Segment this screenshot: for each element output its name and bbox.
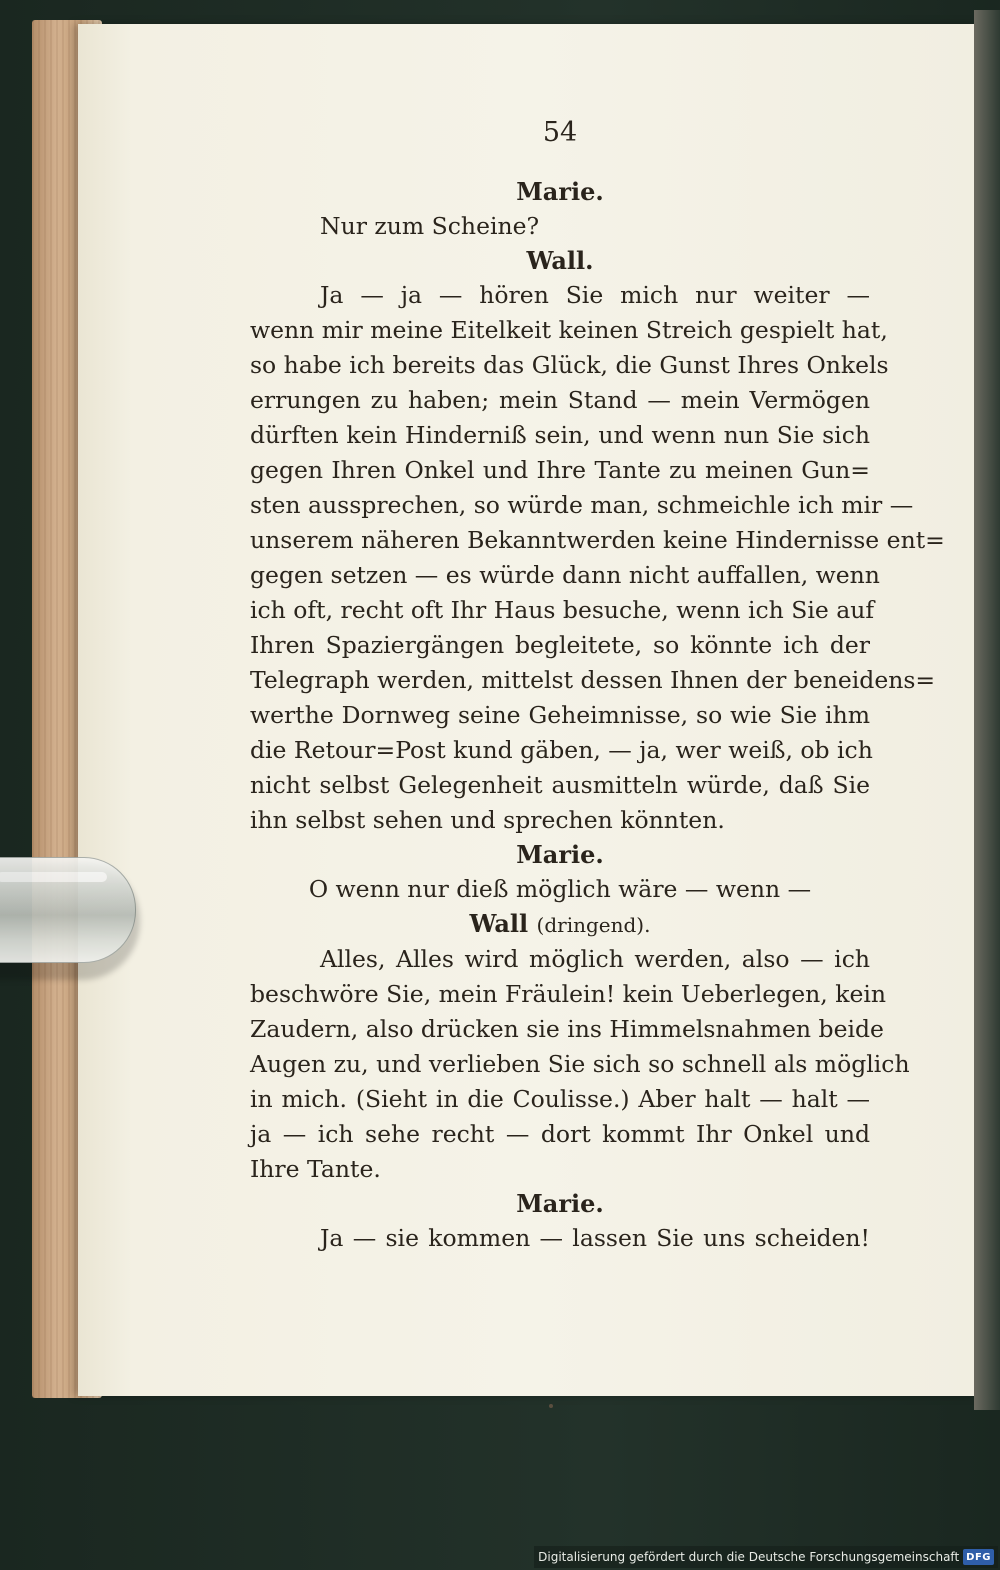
speaker-wall: Wall.	[526, 246, 594, 275]
gutter-shadow	[974, 10, 1000, 1410]
speech-line: Ihren Spaziergängen begleitete, so könnte ich der	[250, 631, 870, 659]
speech-block	[250, 942, 910, 1187]
speaker-marie: Marie.	[516, 1189, 604, 1218]
speech-block	[250, 872, 870, 907]
ink-dot	[549, 1404, 553, 1408]
speech-block	[250, 1221, 870, 1256]
speech-line: gegen setzen — es würde dann nicht auffallen, wenn	[250, 561, 880, 589]
speech-line: unserem näheren Bekanntwerden keine Hindernisse ent=	[250, 526, 945, 554]
speaker-wall	[250, 907, 870, 942]
speech-line: beschwöre Sie, mein Fräulein! kein Ueberlegen, kein	[250, 980, 887, 1008]
speech-line: Nur zum Scheine?	[320, 212, 540, 240]
speech-line: werthe Dornweg seine Geheimnisse, so wie Sie ihm	[250, 701, 870, 729]
speech-line: Zaudern, also drücken sie ins Himmelsnahmen beide	[250, 1015, 884, 1043]
dfg-logo-icon: DFG	[963, 1549, 994, 1565]
speech-block	[250, 209, 870, 244]
speech-line: wenn mir meine Eitelkeit keinen Streich gespielt hat,	[250, 316, 888, 344]
speech-line: errungen zu haben; mein Stand — mein Vermögen	[250, 386, 870, 414]
stage-direction: (dringend).	[536, 913, 651, 937]
digitization-footer	[534, 1546, 998, 1568]
page-content	[250, 105, 945, 1256]
speech-line: nicht selbst Gelegenheit ausmitteln würde, daß Sie	[250, 771, 870, 799]
speech-line: Ja — ja — hören Sie mich nur weiter —	[320, 281, 870, 309]
page-clip	[0, 857, 136, 963]
speech-line: so habe ich bereits das Glück, die Gunst Ihres Onkels	[250, 351, 889, 379]
speech-line: Augen zu, und verlieben Sie sich so schnell als möglich	[250, 1050, 910, 1078]
speaker-marie: Marie.	[516, 177, 604, 206]
speech-line: Alles, Alles wird möglich werden, also — ich	[320, 945, 870, 973]
speech-line: ihn selbst sehen und sprechen könnten.	[250, 806, 725, 834]
speech-line: die Retour=Post kund gäben, — ja, wer weiß, ob ich	[250, 736, 873, 764]
speech-line: ja — ich sehe recht — dort kommt Ihr Onkel und	[250, 1120, 870, 1148]
page-number: 54	[542, 117, 578, 148]
speech-block	[250, 278, 945, 838]
speech-line: O wenn nur dieß möglich wäre — wenn —	[308, 875, 812, 903]
speech-line: Telegraph werden, mittelst dessen Ihnen der beneidens=	[250, 666, 936, 694]
speech-line: gegen Ihren Onkel und Ihre Tante zu meinen Gun=	[250, 456, 870, 484]
speech-line: Ihre Tante.	[250, 1155, 381, 1183]
speaker-marie: Marie.	[516, 840, 604, 869]
speech-line: sten aussprechen, so würde man, schmeichle ich mir —	[250, 491, 914, 519]
speaker-name: Wall	[469, 909, 529, 938]
footer-credit: Digitalisierung gefördert durch die Deutsche Forschungsgemeinschaft	[538, 1550, 960, 1564]
speech-line: Ja — sie kommen — lassen Sie uns scheiden!	[320, 1224, 870, 1252]
speech-line: dürften kein Hinderniß sein, und wenn nun Sie sich	[250, 421, 870, 449]
speech-line: in mich. (Sieht in die Coulisse.) Aber halt — halt —	[250, 1085, 870, 1113]
speech-line: ich oft, recht oft Ihr Haus besuche, wenn ich Sie auf	[250, 596, 875, 624]
